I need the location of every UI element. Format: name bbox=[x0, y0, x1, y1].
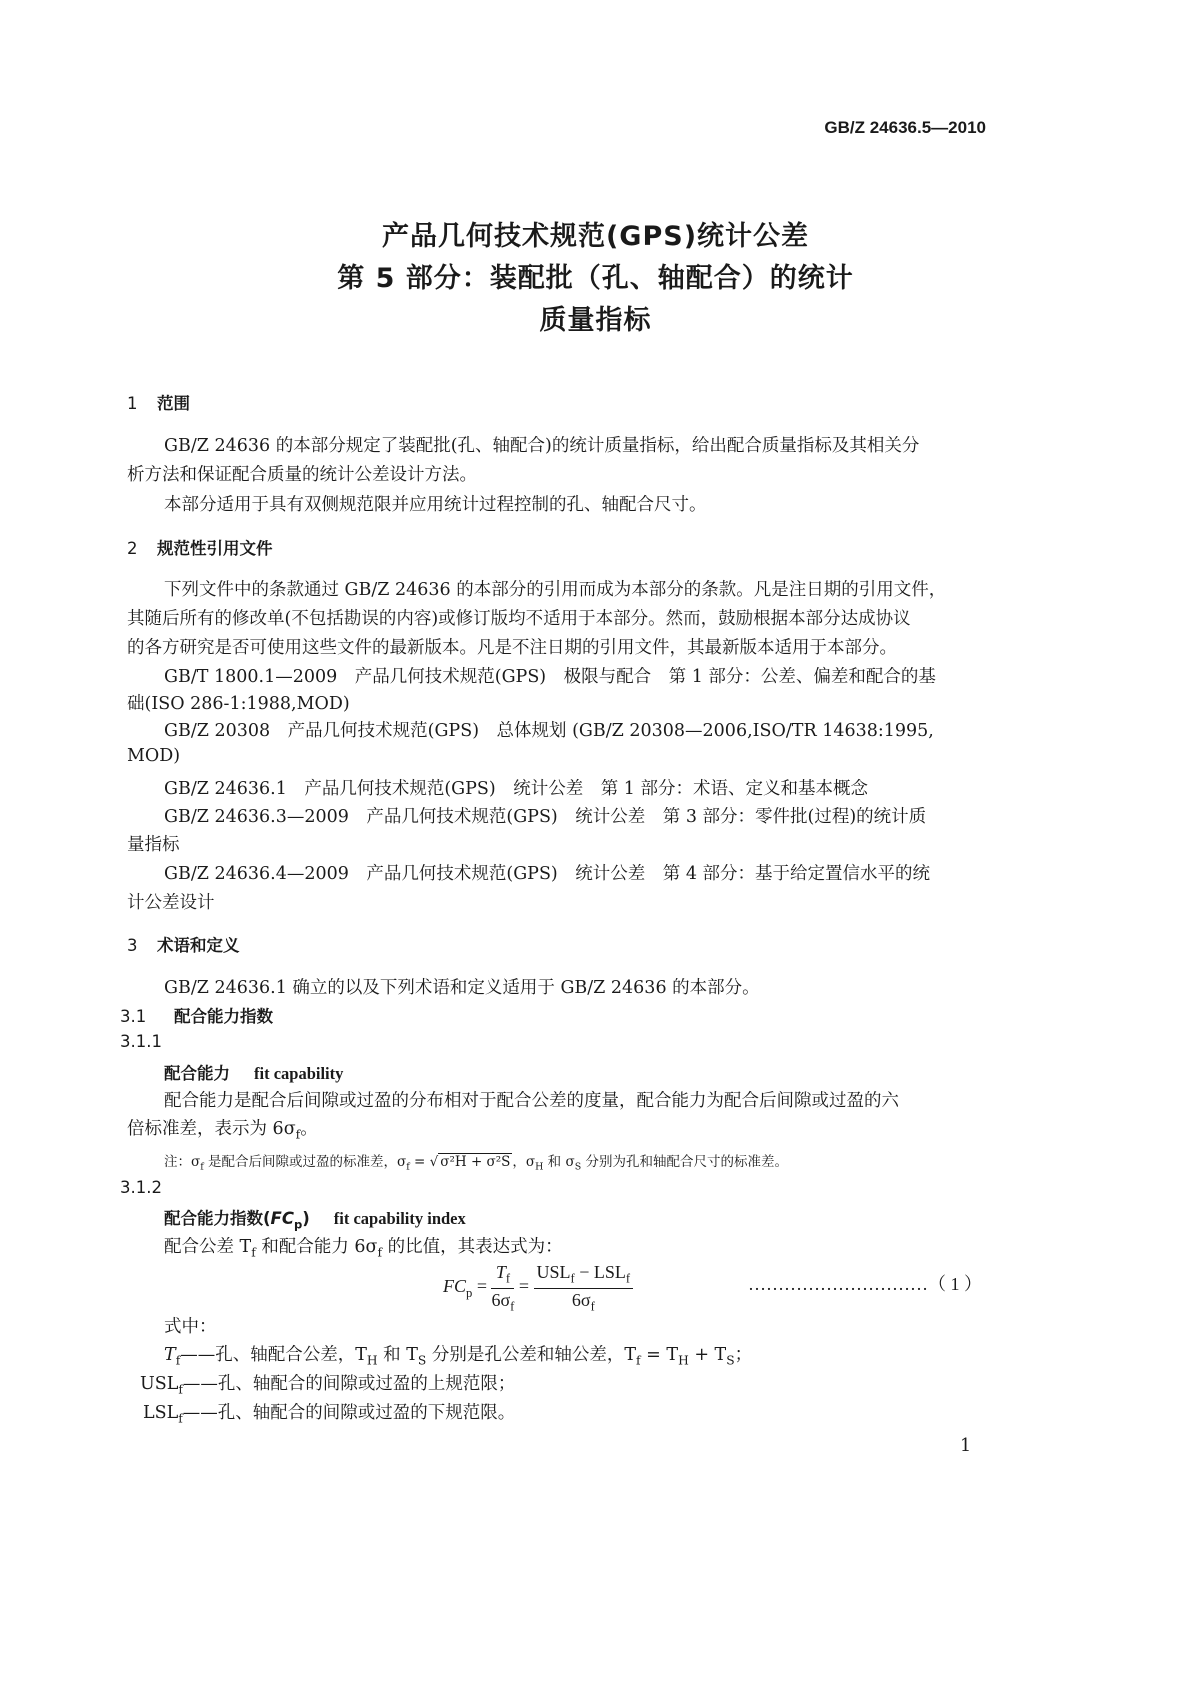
title-line-3: 质量指标 bbox=[539, 305, 652, 336]
formula-symbol: T bbox=[495, 1262, 506, 1282]
definition-text: 配合公差 T bbox=[164, 1237, 252, 1257]
subscript: H bbox=[535, 1161, 544, 1173]
paragraph: GB/Z 24636 的本部分规定了装配批(孔、轴配合)的统计质量指标，给出配合质量指标及其相关分 bbox=[164, 436, 920, 456]
symbol-definition bbox=[143, 1399, 515, 1426]
subscript: f bbox=[295, 1127, 301, 1142]
term-cn: 配合能力 bbox=[164, 1064, 230, 1083]
paragraph: 下列文件中的条款通过 GB/Z 24636 的本部分的引用而成为本部分的条款。凡是注日期的引用文件， bbox=[164, 580, 947, 600]
fraction bbox=[534, 1262, 634, 1314]
subsection-title: 配合能力指数 bbox=[174, 1007, 273, 1026]
note: 注：$\sigma_f$ 是配合后间隙或过盈的标准差，$\sigma_f$ = √ σ²H + σ²S ，$\sigma_H$ 和 $\sigma_S$ 分别为孔和轴配合尺寸的标准差。 bbox=[164, 1154, 788, 1173]
note-text: = bbox=[409, 1154, 430, 1170]
section-number: 2 bbox=[127, 539, 138, 558]
definition-text: ——孔、轴配合公差，T bbox=[180, 1345, 367, 1365]
subscript: f bbox=[178, 1382, 183, 1397]
definition-text: ； bbox=[734, 1345, 753, 1365]
term-fit-capability-index bbox=[164, 1205, 466, 1231]
subscript: S bbox=[726, 1353, 735, 1368]
subsection-3-1-1-number: 3.1.1 bbox=[120, 1032, 162, 1051]
formula-symbol: USL bbox=[536, 1262, 571, 1282]
symbol: USL bbox=[140, 1374, 179, 1394]
term-fit-capability bbox=[164, 1060, 343, 1084]
symbol-definition bbox=[140, 1370, 515, 1397]
definition-text: ——孔、轴配合的间隙或过盈的下规范限。 bbox=[182, 1403, 516, 1423]
term-cn: 配合能力指数( bbox=[164, 1209, 271, 1228]
definition-text: 和 T bbox=[377, 1345, 418, 1365]
formula-symbol: LSL bbox=[593, 1262, 626, 1282]
definition-text: 的比值，其表达式为： bbox=[382, 1237, 563, 1257]
note-text: ，σ bbox=[512, 1154, 536, 1170]
subscript: f bbox=[570, 1271, 575, 1286]
subscript: f bbox=[505, 1271, 511, 1286]
note-text: 注：σ bbox=[164, 1154, 201, 1170]
section-2-heading bbox=[127, 535, 273, 559]
formula-symbol: 6σ bbox=[491, 1289, 511, 1310]
paragraph: 的各方研究是否可使用这些文件的最新版本。凡是不注日期的引用文件，其最新版本适用于本部分。 bbox=[127, 638, 897, 658]
subscript: f bbox=[175, 1353, 181, 1368]
title-line-2: 第 5 部分：装配批（孔、轴配合）的统计 bbox=[337, 263, 854, 294]
denominator bbox=[534, 1289, 634, 1315]
section-1-heading bbox=[127, 390, 190, 414]
section-title: 范围 bbox=[157, 394, 190, 413]
page-number: 1 bbox=[960, 1436, 972, 1456]
subscript: f bbox=[636, 1353, 641, 1368]
section-number: 1 bbox=[127, 394, 138, 413]
denominator bbox=[491, 1289, 514, 1315]
term-symbol: FC bbox=[270, 1209, 294, 1228]
where-label: 式中： bbox=[164, 1317, 217, 1337]
reference-item: GB/Z 24636.1 产品几何技术规范(GPS) 统计公差 第 1 部分：术语、定义和基本概念 bbox=[164, 779, 868, 799]
definition-text: 分别是孔公差和轴公差，T bbox=[426, 1345, 637, 1365]
definition: 配合能力是配合后间隙或过盈的分布相对于配合公差的度量，配合能力为配合后间隙或过盈的六 bbox=[164, 1091, 899, 1111]
section-title: 规范性引用文件 bbox=[157, 539, 273, 558]
standard-code: GB/Z 24636.5—2010 bbox=[824, 118, 986, 137]
sqrt-radicand: σ²H + σ²S bbox=[440, 1154, 511, 1170]
formula-number: …………………………（ 1 ） bbox=[748, 1274, 982, 1294]
formula-1 bbox=[443, 1262, 633, 1314]
definition bbox=[164, 1233, 563, 1260]
subsection-3-1-heading bbox=[120, 1003, 273, 1027]
definition-cont bbox=[127, 1115, 318, 1142]
definition-text: ——孔、轴配合的间隙或过盈的上规范限； bbox=[182, 1374, 516, 1394]
subscript: f bbox=[178, 1411, 183, 1426]
definition-text: 倍标准差，表示为 6σ bbox=[127, 1119, 296, 1139]
subscript: f bbox=[200, 1161, 204, 1173]
symbol-definition bbox=[164, 1341, 752, 1368]
definition-text: = T bbox=[640, 1345, 679, 1365]
definition-text: 和配合能力 6σ bbox=[255, 1237, 378, 1257]
reference-item: GB/Z 24636.3—2009 产品几何技术规范(GPS) 统计公差 第 3 部分：零件批(过程)的统计质 bbox=[164, 807, 927, 827]
subscript: f bbox=[251, 1245, 256, 1260]
subscript: f bbox=[406, 1161, 410, 1173]
subsection-3-1-2-number: 3.1.2 bbox=[120, 1178, 162, 1197]
formula-operator: = bbox=[476, 1276, 487, 1297]
subscript: S bbox=[417, 1353, 427, 1368]
subscript: f bbox=[590, 1299, 595, 1314]
paragraph: 本部分适用于具有双侧规范限并应用统计过程控制的孔、轴配合尺寸。 bbox=[164, 495, 707, 515]
reference-item-cont: 础(ISO 286-1:1988,MOD) bbox=[127, 694, 350, 714]
term-cn: ) bbox=[302, 1209, 310, 1228]
definition-text: 。 bbox=[300, 1119, 318, 1139]
section-title: 术语和定义 bbox=[157, 936, 240, 955]
note-text: 是配合后间隙或过盈的标准差，σ bbox=[203, 1154, 407, 1170]
paragraph: 其随后所有的修改单(不包括勘误的内容)或修订版均不适用于本部分。然而，鼓励根据本部分达成协议 bbox=[127, 609, 911, 629]
note-text: 和 σ bbox=[543, 1154, 575, 1170]
numerator bbox=[491, 1262, 514, 1289]
paragraph: GB/Z 24636.1 确立的以及下列术语和定义适用于 GB/Z 24636 的本部分。 bbox=[164, 978, 760, 998]
subscript: S bbox=[574, 1161, 582, 1173]
subscript: H bbox=[366, 1353, 378, 1368]
title-line-1: 产品几何技术规范(GPS)统计公差 bbox=[381, 221, 810, 252]
paragraph: 析方法和保证配合质量的统计公差设计方法。 bbox=[127, 465, 477, 485]
formula-operator: = bbox=[518, 1276, 530, 1297]
formula-operator: − bbox=[574, 1262, 594, 1282]
symbol: LSL bbox=[143, 1403, 179, 1423]
subsection-number: 3.1 bbox=[120, 1007, 147, 1026]
reference-item: GB/Z 24636.4—2009 产品几何技术规范(GPS) 统计公差 第 4 部分：基于给定置信水平的统 bbox=[164, 864, 931, 884]
symbol: T bbox=[164, 1345, 176, 1365]
reference-item-cont: 量指标 bbox=[127, 835, 180, 855]
formula-symbol: FC bbox=[443, 1276, 467, 1297]
section-number: 3 bbox=[127, 936, 138, 955]
reference-item-cont: MOD) bbox=[127, 746, 181, 766]
subscript: f bbox=[377, 1245, 383, 1260]
reference-item: GB/T 1800.1—2009 产品几何技术规范(GPS) 极限与配合 第 1 部分：公差、偏差和配合的基 bbox=[164, 667, 936, 687]
subscript: p bbox=[293, 1217, 303, 1232]
reference-item: GB/Z 20308 产品几何技术规范(GPS) 总体规划 (GB/Z 20308—2006,ISO/TR 14638:1995, bbox=[164, 721, 934, 741]
fraction bbox=[491, 1262, 514, 1314]
subscript: p bbox=[466, 1285, 473, 1300]
reference-item-cont: 计公差设计 bbox=[127, 893, 215, 913]
subscript: f bbox=[625, 1271, 631, 1286]
term-en: fit capability bbox=[254, 1064, 344, 1083]
section-3-heading bbox=[127, 932, 240, 956]
subscript: H bbox=[678, 1353, 689, 1368]
numerator bbox=[534, 1262, 634, 1289]
term-en: fit capability index bbox=[333, 1209, 466, 1228]
definition-text: + T bbox=[688, 1345, 727, 1365]
formula-symbol: 6σ bbox=[571, 1289, 591, 1310]
subscript: f bbox=[510, 1299, 515, 1314]
note-text: 分别为孔和轴配合尺寸的标准差。 bbox=[581, 1154, 788, 1170]
